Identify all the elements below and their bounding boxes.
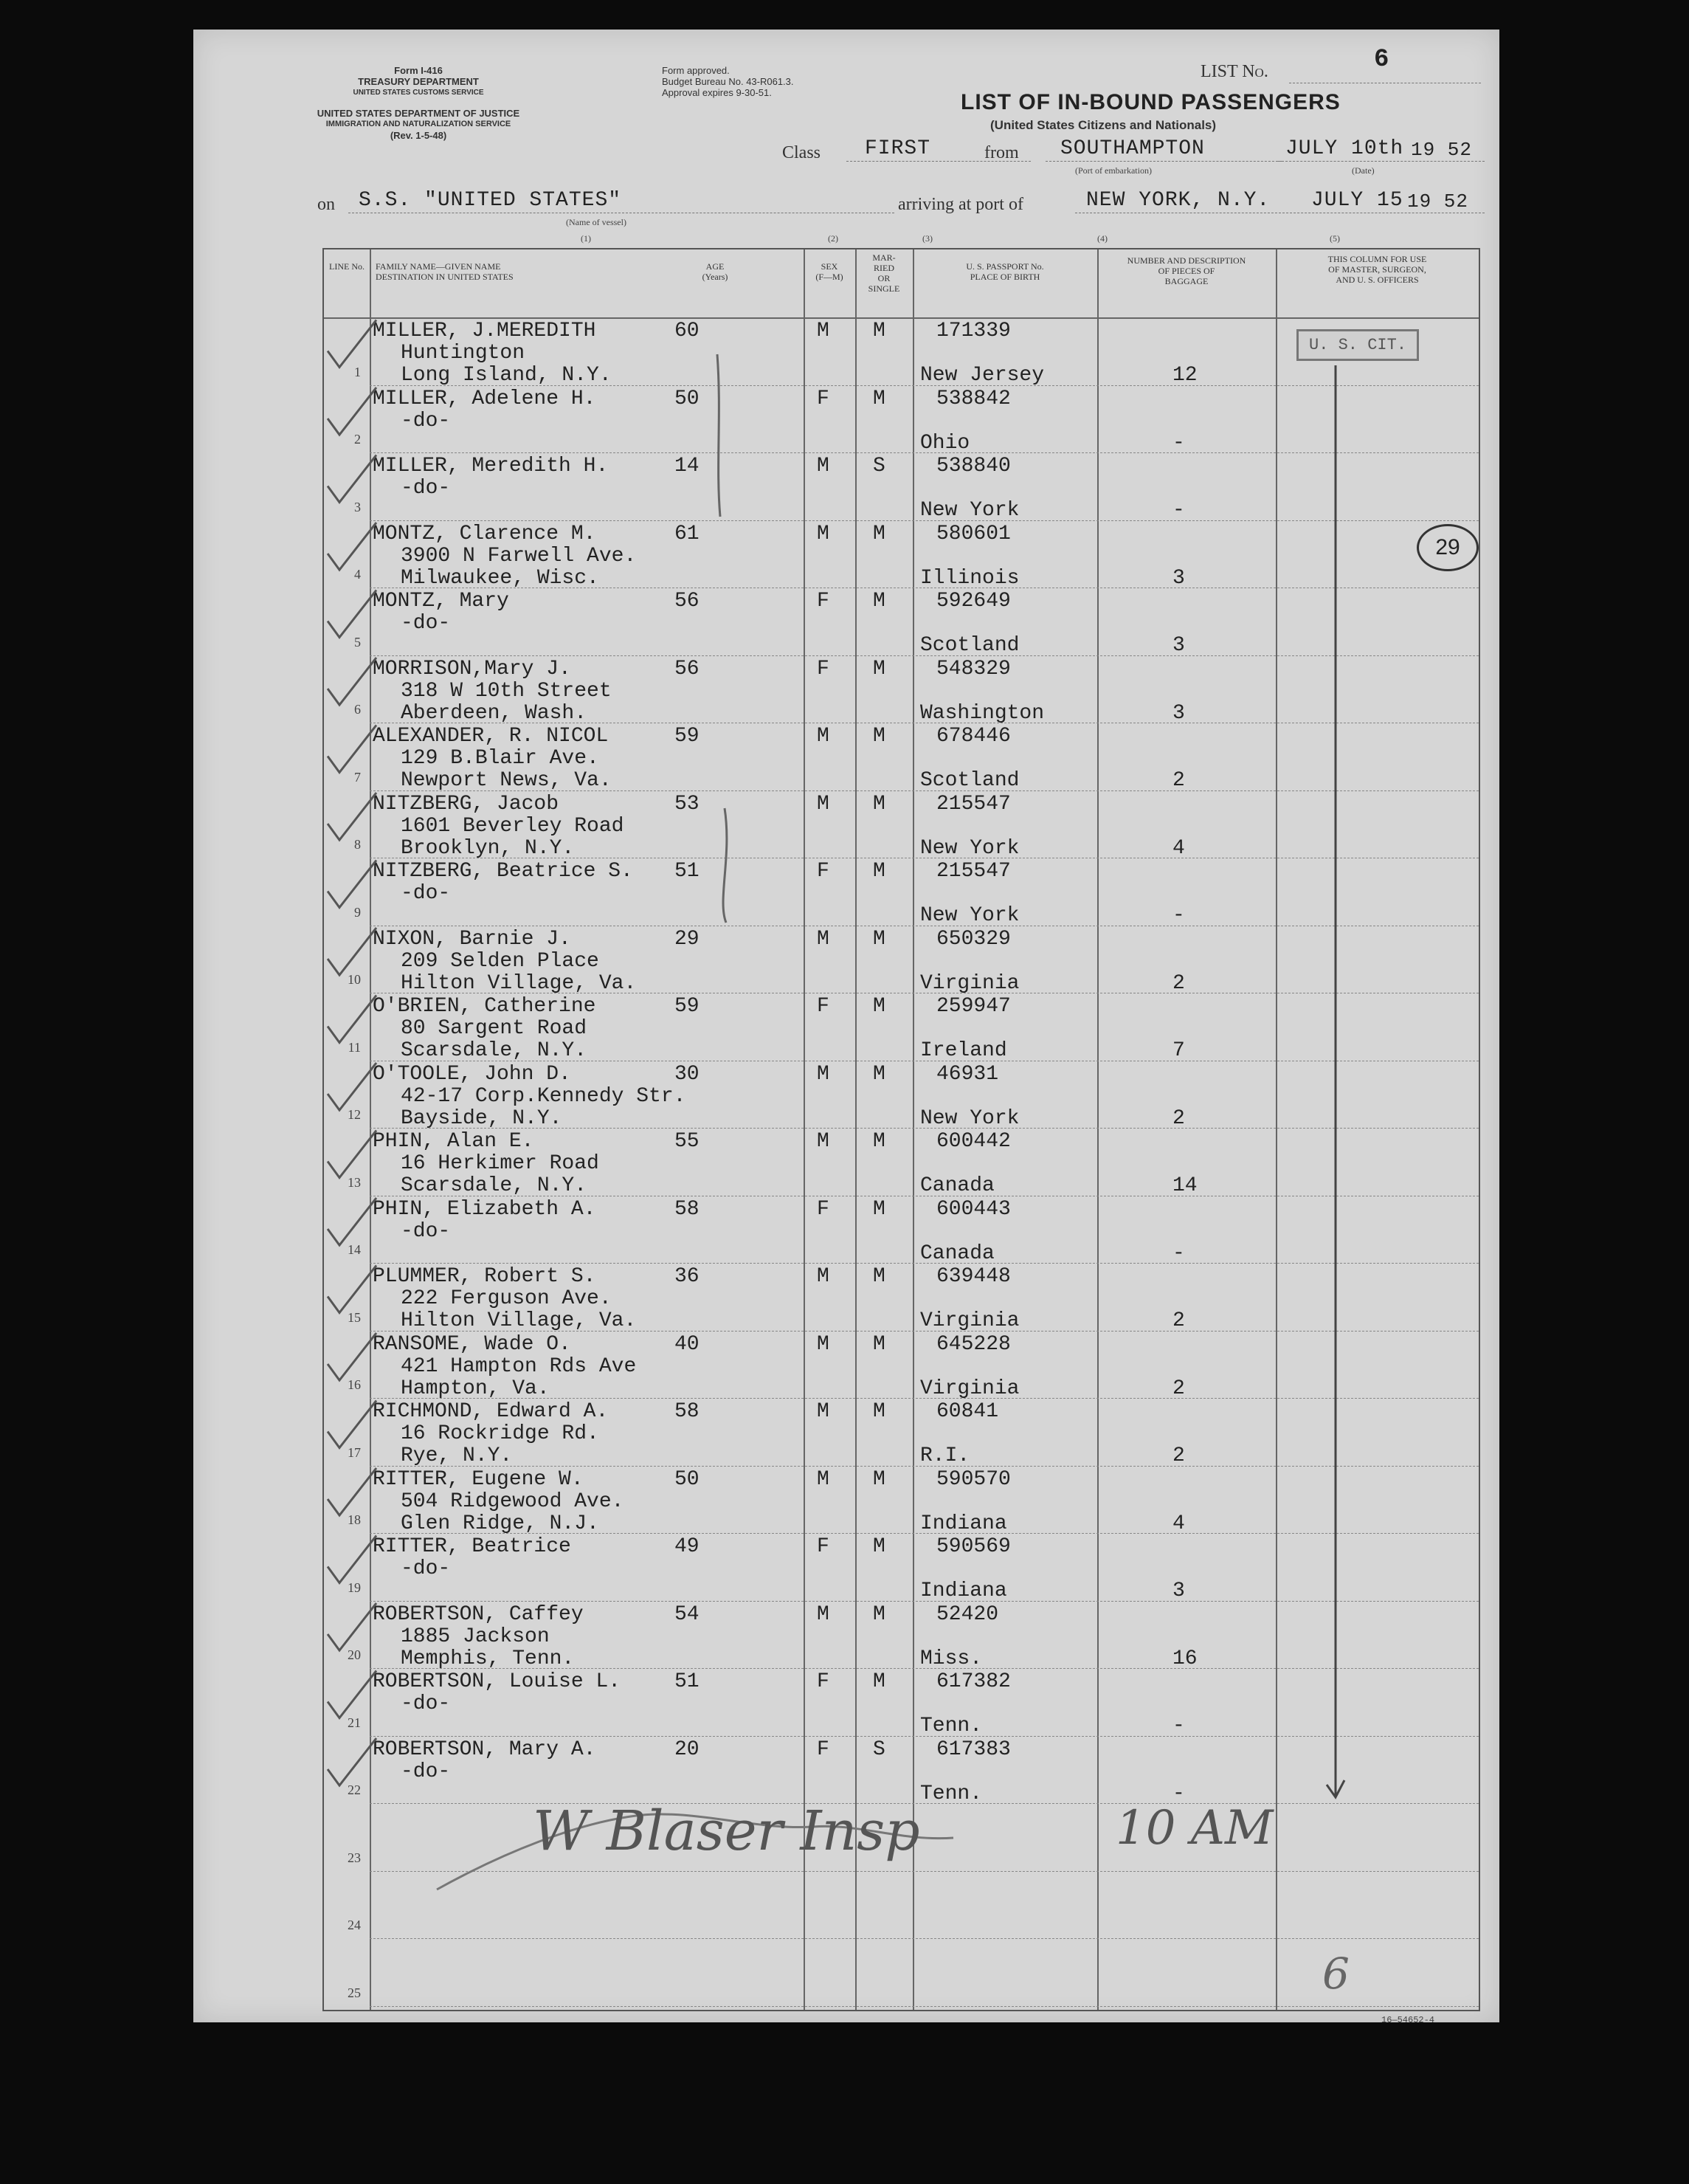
passenger-name: MILLER, Meredith H.: [373, 455, 609, 478]
destination-line-1: -do-: [401, 612, 451, 635]
passport-number: 617383: [936, 1737, 1011, 1761]
passenger-age: 56: [674, 590, 700, 613]
class-label: Class: [782, 143, 821, 162]
passenger-age: 29: [674, 927, 700, 951]
passport-number: 548329: [936, 657, 1011, 681]
destination-line-1: -do-: [401, 882, 451, 905]
passenger-age: 55: [674, 1130, 700, 1153]
row-divider: [370, 2006, 1479, 2007]
passenger-age: 58: [674, 1197, 700, 1221]
passenger-age: 50: [674, 1467, 700, 1491]
passenger-sex: F: [817, 860, 829, 883]
row-divider: [370, 1871, 1479, 1872]
destination-line-1: -do-: [401, 409, 451, 433]
destination-line-1: 80 Sargent Road: [401, 1017, 587, 1040]
date-caption: (Date): [1352, 165, 1375, 176]
place-of-birth: Illinois: [920, 566, 1020, 590]
passenger-sex: F: [817, 1670, 829, 1693]
passport-number: 617382: [936, 1670, 1011, 1693]
passenger-name: ROBERTSON, Louise L.: [373, 1670, 621, 1693]
from-label: from: [984, 143, 1019, 162]
column-divider: [913, 249, 914, 2010]
column-number-4: (4): [1097, 233, 1108, 244]
place-of-birth: Tenn.: [920, 1782, 983, 1805]
baggage-count: 2: [1172, 1377, 1185, 1400]
marital-status: M: [873, 860, 885, 883]
passenger-sex: M: [817, 455, 829, 478]
passenger-sex: M: [817, 725, 829, 748]
page-mark: 6: [1322, 1949, 1350, 1999]
passenger-age: 14: [674, 455, 700, 478]
passport-number: 259947: [936, 995, 1011, 1018]
baggage-count: 12: [1172, 364, 1198, 387]
destination-line-1: 16 Herkimer Road: [401, 1152, 599, 1175]
passport-number: 52420: [936, 1602, 999, 1626]
line-number: 8: [354, 837, 361, 852]
passenger-name: RICHMOND, Edward A.: [373, 1400, 609, 1423]
marital-status: M: [873, 1535, 885, 1558]
destination-line-2: Bayside, N.Y.: [401, 1106, 562, 1130]
passenger-name: MONTZ, Mary: [373, 590, 509, 613]
passport-number: 650329: [936, 927, 1011, 951]
departure-year: 19 52: [1411, 139, 1473, 161]
place-of-birth: Tenn.: [920, 1715, 983, 1737]
passenger-name: MILLER, Adelene H.: [373, 387, 596, 410]
passenger-sex: F: [817, 590, 829, 613]
line-number: 19: [348, 1580, 361, 1595]
baggage-count: -: [1172, 1782, 1185, 1805]
marital-status: S: [873, 1737, 885, 1761]
marital-status: M: [873, 1197, 885, 1221]
marital-status: M: [873, 995, 885, 1018]
place-of-birth: New Jersey: [920, 364, 1045, 387]
column-number-5: (5): [1330, 233, 1340, 244]
destination-line-2: Scarsdale, N.Y.: [401, 1174, 587, 1197]
arriving-label: arriving at port of: [898, 195, 1023, 214]
passport-number: 600442: [936, 1130, 1011, 1153]
passenger-age: 56: [674, 657, 700, 681]
inspector-signature: W Blaser Insp: [533, 1799, 920, 1863]
passenger-age: 58: [674, 1400, 700, 1423]
passport-number: 678446: [936, 725, 1011, 748]
baggage-count: 3: [1172, 1580, 1185, 1602]
destination-line-1: 16 Rockridge Rd.: [401, 1422, 599, 1445]
passenger-sex: M: [817, 320, 829, 342]
marital-status: M: [873, 657, 885, 681]
place-of-birth: Indiana: [920, 1580, 1007, 1602]
arrival-year: 19 52: [1407, 190, 1469, 213]
marital-status: M: [873, 320, 885, 342]
place-of-birth: Virginia: [920, 971, 1020, 995]
destination-line-1: 222 Ferguson Ave.: [401, 1287, 612, 1310]
passport-number: 639448: [936, 1265, 1011, 1288]
place-of-birth: Miss.: [920, 1647, 983, 1670]
column-divider: [370, 249, 371, 2010]
place-of-birth: Washington: [920, 701, 1045, 725]
passenger-sex: M: [817, 792, 829, 816]
marital-status: M: [873, 1670, 885, 1693]
place-of-birth: Canada: [920, 1174, 995, 1197]
passenger-age: 36: [674, 1265, 700, 1288]
passenger-name: O'TOOLE, John D.: [373, 1062, 571, 1086]
column-divider: [804, 249, 805, 2010]
destination-line-1: -do-: [401, 1557, 451, 1580]
passenger-age: 61: [674, 522, 700, 545]
header-divider: [324, 317, 1479, 319]
form-number: Form I-416: [394, 65, 443, 76]
baggage-count: 2: [1172, 1309, 1185, 1332]
line-number: 17: [348, 1444, 361, 1460]
passenger-name: NITZBERG, Beatrice S.: [373, 860, 633, 883]
place-of-birth: Scotland: [920, 634, 1020, 657]
line-number: 11: [348, 1039, 361, 1055]
budget-bureau: Budget Bureau No. 43-R061.3.: [662, 76, 794, 87]
destination-line-1: Huntington: [401, 342, 525, 365]
marital-status: M: [873, 590, 885, 613]
passenger-name: O'BRIEN, Catherine: [373, 995, 596, 1018]
passenger-age: 49: [674, 1535, 700, 1558]
destination-line-1: -do-: [401, 1692, 451, 1715]
passenger-name: ALEXANDER, R. NICOL: [373, 725, 609, 748]
line-number: 3: [354, 499, 361, 514]
passport-number: 600443: [936, 1197, 1011, 1221]
header-passport: U. S. PASSPORT No. PLACE OF BIRTH: [966, 261, 1044, 282]
destination-line-1: 129 B.Blair Ave.: [401, 747, 599, 770]
destination-line-2: Long Island, N.Y.: [401, 364, 612, 387]
marital-status: S: [873, 455, 885, 478]
column-number-3: (3): [922, 233, 933, 244]
passport-number: 580601: [936, 522, 1011, 545]
baggage-count: 7: [1172, 1039, 1185, 1062]
destination-line-2: Memphis, Tenn.: [401, 1647, 575, 1670]
destination-line-2: Aberdeen, Wash.: [401, 701, 587, 725]
line-number: 18: [348, 1512, 361, 1527]
passenger-age: 20: [674, 1737, 700, 1761]
marital-status: M: [873, 1265, 885, 1288]
destination-line-1: 3900 N Farwell Ave.: [401, 544, 637, 568]
embarkation-port: SOUTHAMPTON: [1060, 137, 1205, 160]
passenger-name: MILLER, J.MEREDITH: [373, 320, 596, 342]
line-number: 9: [354, 904, 361, 920]
marital-status: M: [873, 1130, 885, 1153]
place-of-birth: Scotland: [920, 769, 1020, 792]
passenger-sex: M: [817, 1332, 829, 1356]
customs-service: UNITED STATES CUSTOMS SERVICE: [353, 89, 484, 97]
line-number: 20: [348, 1647, 361, 1662]
marital-status: M: [873, 522, 885, 545]
destination-line-1: 42-17 Corp.Kennedy Str.: [401, 1084, 686, 1108]
vessel-name: S.S. "UNITED STATES": [359, 189, 622, 212]
header-name: FAMILY NAME—GIVEN NAME DESTINATION IN UNITED STATES: [376, 261, 514, 282]
form-title: LIST OF IN-BOUND PASSENGERS: [961, 90, 1341, 114]
destination-line-2: Rye, N.Y.: [401, 1444, 513, 1467]
marital-status: M: [873, 1062, 885, 1086]
place-of-birth: Indiana: [920, 1512, 1007, 1535]
place-of-birth: R.I.: [920, 1444, 970, 1467]
departure-date: JULY 10th: [1285, 137, 1404, 160]
passenger-name: MONTZ, Clarence M.: [373, 522, 596, 545]
place-of-birth: New York: [920, 499, 1020, 522]
arrival-port: NEW YORK, N.Y.: [1086, 189, 1271, 212]
passenger-sex: M: [817, 1062, 829, 1086]
baggage-count: 14: [1172, 1174, 1198, 1197]
passenger-name: RANSOME, Wade O.: [373, 1332, 571, 1356]
passport-number: 46931: [936, 1062, 999, 1086]
marital-status: M: [873, 1602, 885, 1626]
destination-line-1: 421 Hampton Rds Ave: [401, 1354, 637, 1378]
passenger-sex: M: [817, 1602, 829, 1626]
column-divider: [1276, 249, 1277, 2010]
line-number: 21: [348, 1715, 361, 1730]
passenger-name: PHIN, Alan E.: [373, 1130, 534, 1153]
destination-line-1: 209 Selden Place: [401, 949, 599, 973]
passenger-sex: F: [817, 387, 829, 410]
destination-line-2: Scarsdale, N.Y.: [401, 1039, 587, 1062]
passport-number: 590570: [936, 1467, 1011, 1491]
destination-line-1: -do-: [401, 477, 451, 500]
place-of-birth: New York: [920, 904, 1020, 927]
line-number: 4: [354, 567, 361, 582]
destination-line-1: 318 W 10th Street: [401, 679, 612, 703]
baggage-count: 2: [1172, 1106, 1185, 1130]
line-number: 13: [348, 1174, 361, 1190]
from-underline: [1046, 161, 1282, 162]
destination-line-2: Glen Ridge, N.J.: [401, 1512, 599, 1535]
passenger-name: RITTER, Eugene W.: [373, 1467, 584, 1491]
line-number: 14: [348, 1242, 361, 1257]
baggage-count: 3: [1172, 701, 1185, 725]
marital-status: M: [873, 1332, 885, 1356]
list-number: 6: [1374, 46, 1389, 74]
destination-line-1: -do-: [401, 1219, 451, 1243]
line-number: 16: [348, 1377, 361, 1392]
line-number: 24: [348, 1918, 361, 1932]
baggage-count: 2: [1172, 971, 1185, 995]
header-age: AGE (Years): [702, 261, 728, 282]
line-number: 10: [348, 972, 361, 987]
baggage-count: -: [1172, 1715, 1185, 1737]
circled-count: 29: [1417, 524, 1479, 571]
passenger-table: [322, 248, 1480, 2011]
passport-number: 592649: [936, 590, 1011, 613]
passenger-name: PHIN, Elizabeth A.: [373, 1197, 596, 1221]
passenger-age: 51: [674, 1670, 700, 1693]
vessel-caption: (Name of vessel): [566, 217, 626, 227]
embarkation-caption: (Port of embarkation): [1075, 165, 1152, 176]
line-number: 2: [354, 432, 361, 447]
approval-expires: Approval expires 9-30-51.: [662, 87, 772, 98]
column-divider: [855, 249, 857, 2010]
arrival-date: JULY 15: [1311, 189, 1403, 212]
destination-line-2: Brooklyn, N.Y.: [401, 836, 575, 860]
line-number: 5: [354, 634, 361, 650]
line-number: 1: [354, 364, 361, 379]
passenger-sex: M: [817, 927, 829, 951]
passenger-name: ROBERTSON, Mary A.: [373, 1737, 596, 1761]
passenger-name: MORRISON,Mary J.: [373, 657, 571, 681]
passenger-sex: M: [817, 1265, 829, 1288]
manifest-page: [193, 30, 1499, 2025]
baggage-count: 4: [1172, 836, 1185, 860]
class-value: FIRST: [865, 137, 931, 160]
passport-number: 215547: [936, 860, 1011, 883]
destination-line-1: -do-: [401, 1760, 451, 1783]
passenger-sex: F: [817, 1535, 829, 1558]
place-of-birth: New York: [920, 836, 1020, 860]
destination-line-2: Hilton Village, Va.: [401, 971, 637, 995]
department-of-justice: UNITED STATES DEPARTMENT OF JUSTICE: [317, 108, 520, 119]
header-line-no: LINE No.: [329, 261, 365, 272]
baggage-count: -: [1172, 499, 1185, 522]
baggage-count: 2: [1172, 769, 1185, 792]
header-sex: SEX (F—M): [815, 261, 843, 282]
passport-number: 590569: [936, 1535, 1011, 1558]
passenger-age: 50: [674, 387, 700, 410]
passenger-age: 53: [674, 792, 700, 816]
list-no-label: LIST No.: [1201, 62, 1268, 81]
passenger-sex: M: [817, 1467, 829, 1491]
marital-status: M: [873, 387, 885, 410]
marital-status: M: [873, 927, 885, 951]
place-of-birth: Canada: [920, 1241, 995, 1265]
destination-line-2: Hampton, Va.: [401, 1377, 550, 1400]
line-number: 23: [348, 1850, 361, 1865]
revision: (Rev. 1-5-48): [390, 130, 447, 141]
row-divider: [370, 1938, 1479, 1939]
passport-number: 538842: [936, 387, 1011, 410]
column-number-2: (2): [828, 233, 838, 244]
baggage-count: 2: [1172, 1444, 1185, 1467]
treasury-department: TREASURY DEPARTMENT: [358, 76, 479, 87]
passport-number: 171339: [936, 320, 1011, 342]
baggage-count: -: [1172, 431, 1185, 455]
passenger-sex: M: [817, 1400, 829, 1423]
destination-line-2: Milwaukee, Wisc.: [401, 566, 599, 590]
line-number: 7: [354, 769, 361, 785]
marital-status: M: [873, 1400, 885, 1423]
passenger-sex: F: [817, 1737, 829, 1761]
passenger-age: 59: [674, 725, 700, 748]
baggage-count: 16: [1172, 1647, 1198, 1670]
passenger-age: 30: [674, 1062, 700, 1086]
header-baggage: NUMBER AND DESCRIPTION OF PIECES OF BAGGAGE: [1127, 255, 1246, 286]
passenger-name: PLUMMER, Robert S.: [373, 1265, 596, 1288]
destination-line-1: 1885 Jackson: [401, 1625, 550, 1648]
us-citizen-stamp: U. S. CIT.: [1296, 329, 1419, 361]
passenger-sex: F: [817, 1197, 829, 1221]
passenger-sex: M: [817, 522, 829, 545]
passenger-sex: F: [817, 995, 829, 1018]
passenger-name: NITZBERG, Jacob: [373, 792, 559, 816]
form-approved: Form approved.: [662, 65, 730, 76]
header-married: MAR- RIED OR SINGLE: [868, 252, 900, 294]
on-label: on: [317, 195, 335, 214]
passenger-name: RITTER, Beatrice: [373, 1535, 571, 1558]
passenger-age: 54: [674, 1602, 700, 1626]
marital-status: M: [873, 792, 885, 816]
marital-status: M: [873, 1467, 885, 1491]
place-of-birth: Ohio: [920, 431, 970, 455]
place-of-birth: New York: [920, 1106, 1020, 1130]
line-number: 25: [348, 1985, 361, 2000]
passenger-age: 60: [674, 320, 700, 342]
baggage-count: -: [1172, 904, 1185, 927]
destination-line-1: 504 Ridgewood Ave.: [401, 1489, 624, 1513]
column-number-1: (1): [581, 233, 591, 244]
inspection-time: 10 AM: [1116, 1801, 1274, 1856]
passport-number: 645228: [936, 1332, 1011, 1356]
passenger-name: ROBERTSON, Caffey: [373, 1602, 584, 1626]
baggage-count: 3: [1172, 634, 1185, 657]
place-of-birth: Virginia: [920, 1309, 1020, 1332]
passport-number: 538840: [936, 455, 1011, 478]
passport-number: 60841: [936, 1400, 999, 1423]
column-divider: [1097, 249, 1099, 2010]
date-underline: [1278, 161, 1485, 162]
line-number: 12: [348, 1107, 361, 1122]
line-number: 22: [348, 1782, 361, 1797]
baggage-count: -: [1172, 1241, 1185, 1265]
passenger-sex: M: [817, 1130, 829, 1153]
immigration-service: IMMIGRATION AND NATURALIZATION SERVICE: [325, 120, 511, 128]
place-of-birth: Virginia: [920, 1377, 1020, 1400]
form-subtitle: (United States Citizens and Nationals): [990, 118, 1217, 132]
passenger-age: 40: [674, 1332, 700, 1356]
passenger-age: 59: [674, 995, 700, 1018]
passenger-age: 51: [674, 860, 700, 883]
line-number: 15: [348, 1309, 361, 1325]
place-of-birth: Ireland: [920, 1039, 1007, 1062]
baggage-count: 4: [1172, 1512, 1185, 1535]
form-print-code: 16—54652-4: [1381, 2015, 1435, 2025]
destination-line-2: Newport News, Va.: [401, 769, 612, 792]
passenger-sex: F: [817, 657, 829, 681]
destination-line-1: 1601 Beverley Road: [401, 814, 624, 838]
passenger-name: NIXON, Barnie J.: [373, 927, 571, 951]
destination-line-2: Hilton Village, Va.: [401, 1309, 637, 1332]
baggage-count: 3: [1172, 566, 1185, 590]
marital-status: M: [873, 725, 885, 748]
line-number: 6: [354, 702, 361, 717]
header-officers: THIS COLUMN FOR USE OF MASTER, SURGEON, AND U. S. OFFICERS: [1327, 254, 1427, 285]
passport-number: 215547: [936, 792, 1011, 816]
